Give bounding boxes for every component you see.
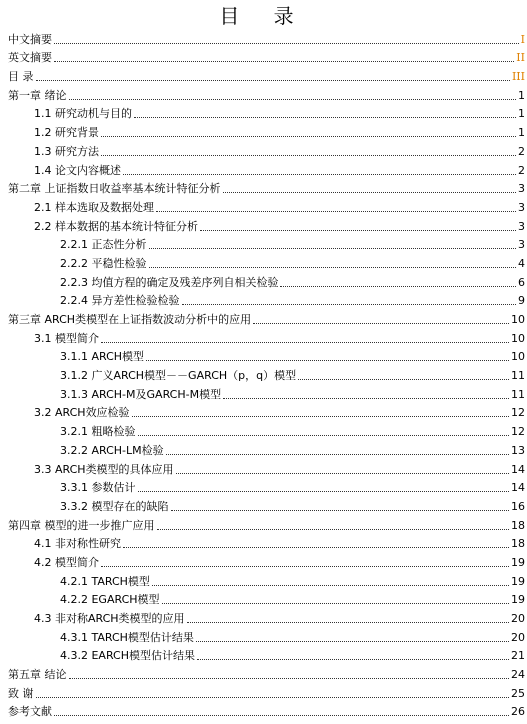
toc-entry-page-number: 19 [511,593,525,607]
toc-entry-page-number: 3 [518,238,525,252]
toc-entry-title: 2.2.2 平稳性检验 [60,256,147,270]
dot-leader [200,230,516,231]
toc-entry-page-number: 24 [511,668,525,682]
toc-entry-page-number: 6 [518,275,525,289]
toc-entry-title: 3.3.2 模型存在的缺陷 [60,499,169,513]
toc-entry-title: 3.2.2 ARCH-LM检验 [60,443,164,457]
toc-entry-title: 3.2 ARCH效应检验 [34,406,130,420]
toc-entry-title: 3.3.1 参数估计 [60,481,136,495]
toc-entry-page-number: 2 [518,163,525,177]
toc-entry[interactable] [0,103,527,122]
dot-leader [146,360,509,361]
page-title: 目 录 [219,4,308,28]
toc-entry-title: 2.2.3 均值方程的确定及残差序列自相关检验 [60,275,279,289]
dot-leader [162,603,509,604]
dot-leader [132,416,509,417]
dot-leader [298,379,509,380]
toc-entry-title: 目 录 [8,70,34,84]
toc-entry[interactable] [0,65,527,84]
toc-entry-title: 中文摘要 [8,32,52,46]
toc-entry-page-number: 18 [511,537,525,551]
dot-leader [134,117,516,118]
toc-entry-title: 致 谢 [8,686,34,700]
dot-leader [156,211,516,212]
toc-entry-title: 1.1 研究动机与目的 [34,107,132,121]
dot-leader [166,454,509,455]
toc-entry[interactable] [0,327,527,346]
toc-entry-title: 3.1 模型简介 [34,331,99,345]
dot-leader [223,192,517,193]
toc-entry-title: 4.3.1 TARCH模型估计结果 [60,630,194,644]
toc-entry[interactable] [0,140,527,159]
toc-entry-page-number: 21 [511,649,525,663]
toc-entry[interactable] [0,663,527,682]
table-of-contents [0,28,527,719]
toc-entry[interactable] [0,607,527,626]
toc-entry-title: 4.2.2 EGARCH模型 [60,593,160,607]
toc-entry-title: 3.1.3 ARCH-M及GARCH-M模型 [60,387,222,401]
toc-entry-title: 4.3.2 EARCH模型估计结果 [60,649,196,663]
toc-entry[interactable] [0,308,527,327]
toc-entry[interactable] [0,28,527,47]
toc-entry-page-number: 11 [511,369,525,383]
toc-entry[interactable] [0,290,527,309]
dot-leader [223,398,509,399]
toc-entry-title: 1.3 研究方法 [34,144,99,158]
dot-leader [197,659,509,660]
toc-entry-title: 2.2.4 异方差性检验检验 [60,294,180,308]
toc-entry[interactable] [0,271,527,290]
toc-entry-title: 英文摘要 [8,51,52,65]
dot-leader [69,678,510,679]
toc-entry[interactable] [0,458,527,477]
dot-leader [54,43,519,44]
toc-entry-title: 第四章 模型的进一步推广应用 [8,518,155,532]
toc-entry[interactable] [0,477,527,496]
dot-leader [69,99,517,100]
toc-entry[interactable] [0,495,527,514]
toc-entry-title: 1.4 论文内容概述 [34,163,121,177]
dot-leader [149,248,517,249]
toc-entry-page-number: 18 [511,518,525,532]
toc-entry-title: 2.1 样本选取及数据处理 [34,200,154,214]
toc-entry-page-number: 3 [518,182,525,196]
toc-entry-page-number: 19 [511,555,525,569]
toc-entry[interactable] [0,234,527,253]
toc-entry[interactable] [0,402,527,421]
dot-leader [182,304,517,305]
toc-entry-title: 2.2.1 正态性分析 [60,238,147,252]
toc-entry[interactable] [0,682,527,701]
dot-leader [176,473,509,474]
dot-leader [253,323,509,324]
toc-entry-page-number: 10 [511,331,525,345]
dot-leader [123,174,516,175]
toc-entry-title: 参考文献 [8,705,52,719]
toc-entry-page-number: II [516,51,525,65]
dot-leader [187,622,509,623]
toc-entry[interactable] [0,645,527,664]
toc-entry[interactable] [0,551,527,570]
toc-entry-title: 第二章 上证指数日收益率基本统计特征分析 [8,182,221,196]
toc-entry-title: 4.3 非对称ARCH类模型的应用 [34,612,185,625]
dot-leader [171,510,510,511]
dot-leader [157,529,510,530]
toc-entry[interactable] [0,570,527,589]
toc-entry[interactable] [0,420,527,439]
toc-entry-page-number: 2 [518,144,525,158]
toc-entry-title: 3.1.1 ARCH模型 [60,350,145,364]
toc-entry-page-number: I [520,32,525,46]
toc-entry[interactable] [0,121,527,140]
dot-leader [54,715,509,716]
toc-entry[interactable] [0,84,527,103]
toc-entry-page-number: 4 [518,256,525,270]
dot-leader [196,641,509,642]
dot-leader [123,547,509,548]
toc-entry[interactable] [0,533,527,552]
dot-leader [149,267,517,268]
toc-entry-page-number: 11 [511,387,525,401]
toc-entry[interactable] [0,252,527,271]
toc-entry-title: 第三章 ARCH类模型在上证指数波动分析中的应用 [8,313,252,326]
toc-entry-page-number: 10 [511,350,525,364]
toc-entry[interactable] [0,514,527,533]
toc-entry-title: 第五章 结论 [8,668,67,682]
toc-entry[interactable] [0,215,527,234]
toc-entry-title: 第一章 绪论 [8,88,67,102]
toc-entry[interactable] [0,383,527,402]
toc-entry-page-number: 10 [511,313,525,326]
toc-entry-title: 4.2 模型简介 [34,555,99,569]
toc-entry-page-number: 19 [511,574,525,588]
toc-entry-page-number: 12 [511,406,525,420]
toc-entry[interactable] [0,589,527,608]
toc-entry[interactable] [0,47,527,66]
toc-entry-title: 4.2.1 TARCH模型 [60,574,150,588]
dot-leader [36,697,510,698]
dot-leader [280,286,516,287]
dot-leader [101,155,516,156]
toc-entry[interactable] [0,364,527,383]
toc-entry-page-number: 9 [518,294,525,308]
dot-leader [36,80,510,81]
toc-entry-title: 3.2.1 粗略检验 [60,425,136,439]
toc-entry-page-number: 1 [518,126,525,140]
dot-leader [54,61,514,62]
toc-entry-title: 3.3 ARCH类模型的具体应用 [34,462,174,476]
dot-leader [101,342,509,343]
toc-entry[interactable] [0,626,527,645]
toc-entry-page-number: 20 [511,630,525,644]
dot-leader [138,435,510,436]
toc-entry[interactable] [0,159,527,178]
toc-entry-page-number: 3 [518,200,525,214]
toc-entry-title: 4.1 非对称性研究 [34,537,121,551]
toc-entry-page-number: 16 [511,499,525,513]
dot-leader [101,566,509,567]
toc-entry-page-number: 14 [511,481,525,495]
toc-entry[interactable] [0,701,527,720]
toc-entry-page-number: 1 [518,88,525,102]
toc-entry[interactable] [0,178,527,197]
dot-leader [101,136,516,137]
toc-entry-page-number: 12 [511,425,525,439]
toc-entry-title: 1.2 研究背景 [34,126,99,140]
toc-entry-page-number: 13 [511,443,525,457]
toc-entry-page-number: 26 [511,705,525,719]
toc-entry-title: 2.2 样本数据的基本统计特征分析 [34,219,198,233]
toc-entry-page-number: 25 [511,686,525,700]
dot-leader [152,585,509,586]
toc-entry[interactable] [0,196,527,215]
toc-entry-title: 3.1.2 广义ARCH模型－－GARCH（p，q）模型 [60,369,297,383]
toc-entry-page-number: 1 [518,107,525,121]
toc-entry-page-number: 3 [518,219,525,233]
toc-entry[interactable] [0,346,527,365]
toc-entry[interactable] [0,439,527,458]
toc-entry-page-number: 14 [511,462,525,476]
dot-leader [138,491,510,492]
toc-entry-page-number: III [511,70,525,84]
toc-entry-page-number: 20 [511,612,525,625]
